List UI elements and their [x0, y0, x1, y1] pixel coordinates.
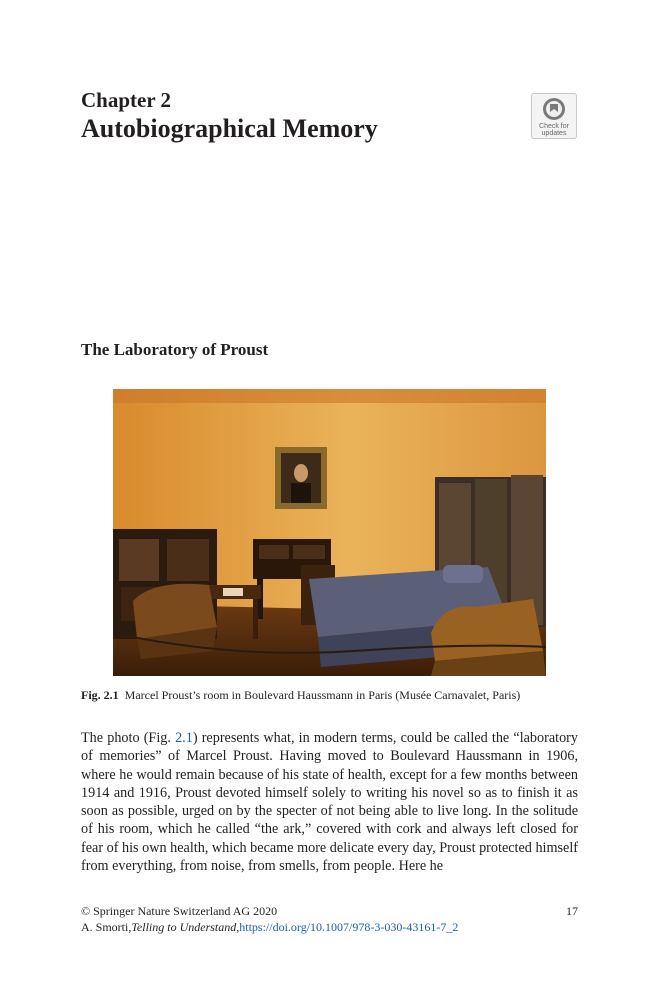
figure-reference-link[interactable]: 2.1 [175, 730, 193, 746]
figure-label: Fig. 2.1 [81, 688, 119, 702]
figure-photo [113, 389, 546, 676]
figure-caption-text: Marcel Proust’s room in Boulevard Haussmann in Paris (Musée Carnavalet, Paris) [124, 688, 521, 702]
body-paragraph [81, 729, 578, 875]
chapter-title: Autobiographical Memory [81, 114, 378, 143]
check-for-updates-icon [542, 97, 566, 121]
copyright-notice: © Springer Nature Switzerland AG 2020 [81, 904, 278, 918]
chapter-label: Chapter 2 [81, 88, 172, 112]
check-for-updates-label: Check for updates [539, 123, 569, 137]
footer-separator: , [236, 919, 240, 934]
figure-caption [81, 688, 520, 702]
page-footer [81, 904, 578, 935]
body-text-start: The photo (Fig. [81, 730, 176, 746]
page-number: 17 [566, 904, 578, 918]
check-for-updates-badge[interactable] [531, 93, 577, 139]
footer-book-title: Telling to Understand [131, 919, 237, 934]
section-heading: The Laboratory of Proust [81, 340, 269, 359]
doi-link[interactable]: https://doi.org/10.1007/978-3-030-43161-7_2 [239, 919, 459, 934]
footer-author: A. Smorti, [81, 919, 132, 934]
body-text-rest: ) represents what, in modern terms, could be called the “laboratory of memories” of Marcel Proust. Having moved to Boulevard Haussmann in 1906, where he would remain because of his state of health, except for a few months between 1914 and 1916, Proust devoted himself solely to writing his novel so as to finish it as soon as possible, urged on by the specter of not being able to live long. In the solitude of his room, which he called “the ark,” covered with cork and always left closed for fear of his own health, which became more delicate every day, Proust protected himself from everything, from noise, from smells, from people. Here he [81, 730, 578, 875]
